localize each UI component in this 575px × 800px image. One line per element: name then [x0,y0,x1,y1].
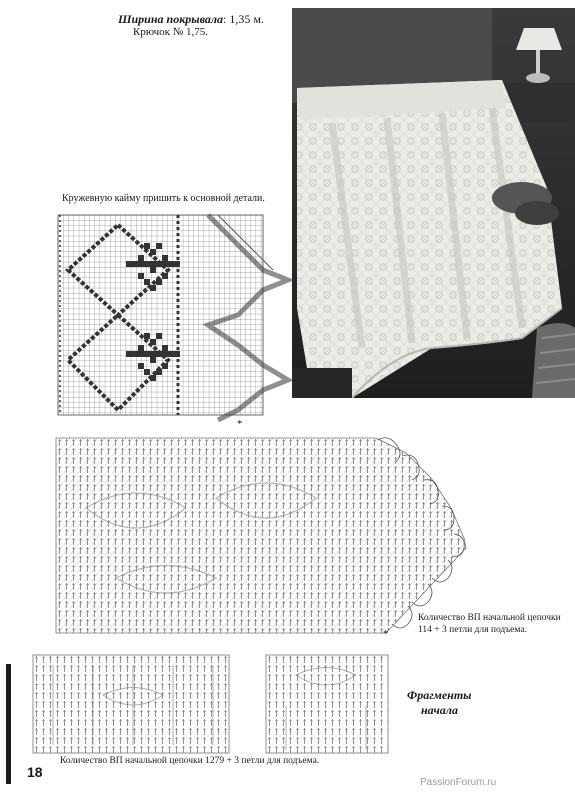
bedroom-image [292,8,575,398]
fragments-title-line1: Фрагменты [407,688,472,702]
main-crochet-chart [56,438,468,635]
bedspread-width [118,12,264,27]
fragment-chart-left [33,655,229,755]
lace-instruction: Кружевную кайму пришить к основной детали. [62,193,265,204]
bottom-chain-note: Количество ВП начальной цепочки 1279 + 3 петли для подъема. [60,756,320,766]
lace-chart-marker: * [237,418,243,430]
lace-border-chart [58,215,290,420]
main-chart-marker: * [383,628,389,640]
page-number: 18 [27,764,43,780]
fragment-chart-right [266,655,388,755]
width-value: : 1,35 м. [223,12,264,26]
bedspread-photo [292,8,575,398]
chain-count-line1: Количество ВП начальной цепочки [418,613,561,623]
fragments-title [407,688,472,718]
page-edge-bar [6,664,11,784]
fragments-title-line2: начала [421,703,458,717]
width-label: Ширина покрывала [118,12,224,26]
chain-count-note [418,612,568,636]
hook-size: Крючок № 1,75. [133,26,209,38]
chain-count-line2: 114 + 3 петли для подъема. [418,625,527,635]
watermark: PassionForum.ru [420,777,497,788]
